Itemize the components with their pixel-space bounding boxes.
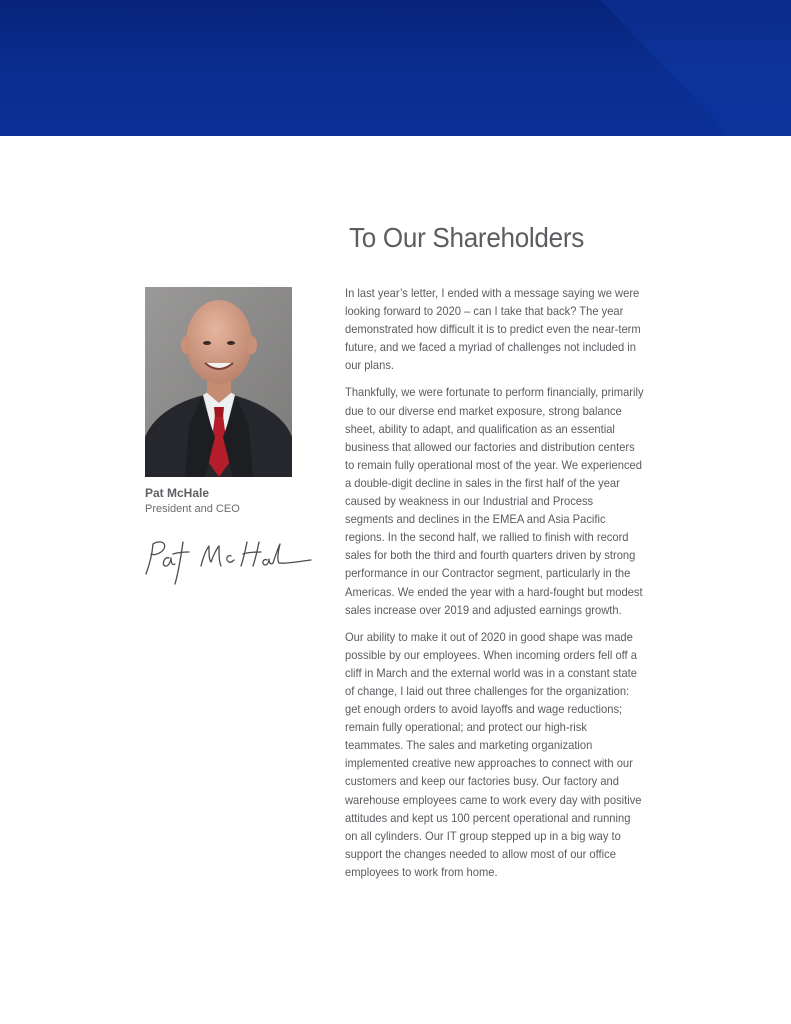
letter-paragraph: Thankfully, we were fortunate to perform financially, primarily due to our diverse end market exposure, strong balance sheet, ability to adapt, and qualification as an essential business that allowed our factories and distribution centers to remain fully operational most of the year. We experienced a double-digit decline in sales in the first half of the year caused by weakness in our Industrial and Process segments and declines in the EMEA and Asia Pacific regions. In the second half, we rallied to finish with record sales for both the third and fourth quarters driven by strong performance in our Contractor segment, particularly in the Americas. We ended the year with a hard-fought but modest sales increase over 2019 and adjusted earnings growth. (345, 385, 644, 617)
banner-facet-shape (0, 0, 791, 136)
page-title: To Our Shareholders (349, 222, 584, 253)
ceo-portrait-photo (145, 287, 292, 477)
ceo-name: Pat McHale (145, 486, 210, 500)
ceo-signature (143, 536, 315, 588)
ceo-title: President and CEO (145, 503, 240, 515)
letter-body (345, 284, 645, 890)
letter-paragraph: Our ability to make it out of 2020 in good shape was made possible by our employees. When incoming orders fell off a cliff in March and the external world was in a constant state of change, I laid out three challenges for the organization: get enough orders to avoid layoffs and wage reductions; remain fully operational; and protect our high-risk teammates. The sales and marketing organization implemented creative new approaches to connect with our customers and keep our factories busy. Our factory and warehouse employees came to work every day with positive attitudes and kept us 100 percent operational and running on all cylinders. Our IT group stepped up in a big way to support the changes needed to allow most of our office employees to work from home. (345, 629, 642, 879)
portrait-illustration (145, 287, 292, 477)
letter-paragraph: In last year’s letter, I ended with a message saying we were looking forward to 2020 – can I take that back? The year demonstrated how difficult it is to predict even the near-term future, and we faced a myriad of challenges not included in our plans. (345, 286, 641, 373)
header-banner (0, 0, 791, 136)
